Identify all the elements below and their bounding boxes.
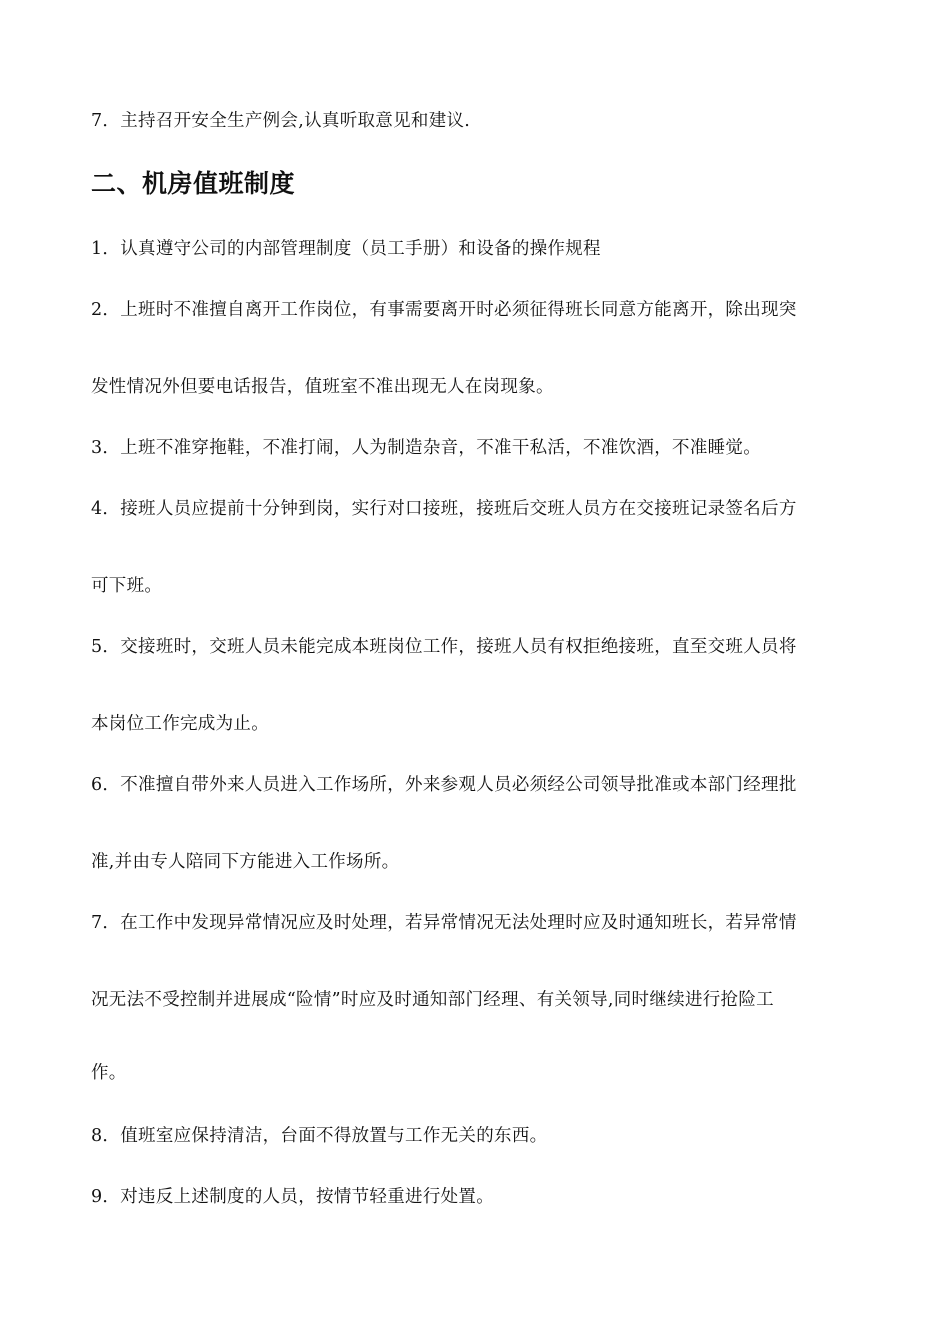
list-item-continuation: 准,并由专人陪同下方能进入工作场所。 [91,852,400,872]
list-item: 5．交接班时，交班人员未能完成本班岗位工作，接班人员有权拒绝接班，直至交班人员将 [91,637,797,657]
list-item: 2．上班时不准擅自离开工作岗位，有事需要离开时必须征得班长同意方能离开，除出现突 [91,300,797,320]
list-item-continuation: 况无法不受控制并进展成“险情”时应及时通知部门经理、有关领导,同时继续进行抢险工 [91,990,774,1010]
list-item: 1．认真遵守公司的内部管理制度（员工手册）和设备的操作规程 [91,239,601,259]
list-item-continuation: 发性情况外但要电话报告，值班室不准出现无人在岗现象。 [91,377,554,397]
list-item: 4．接班人员应提前十分钟到岗，实行对口接班，接班后交班人员方在交接班记录签名后方 [91,499,797,519]
list-item-continuation: 可下班。 [91,576,163,596]
list-item: 3．上班不准穿拖鞋，不准打闹，人为制造杂音，不准干私活，不准饮酒，不准睡觉。 [91,438,762,458]
list-item: 8．值班室应保持清洁，台面不得放置与工作无关的东西。 [91,1126,548,1146]
list-item-continuation: 本岗位工作完成为止。 [91,714,269,734]
section-heading: 二、机房值班制度 [91,169,296,198]
list-item: 6．不准擅自带外来人员进入工作场所，外来参观人员必须经公司领导批准或本部门经理批 [91,775,797,795]
list-item: 9．对违反上述制度的人员，按情节轻重进行处置。 [91,1187,495,1207]
list-item: 7．在工作中发现异常情况应及时处理，若异常情况无法处理时应及时通知班长，若异常情 [91,913,797,933]
list-item: 7．主持召开安全生产例会,认真听取意见和建议. [91,111,471,131]
list-item-continuation: 作。 [91,1063,127,1083]
